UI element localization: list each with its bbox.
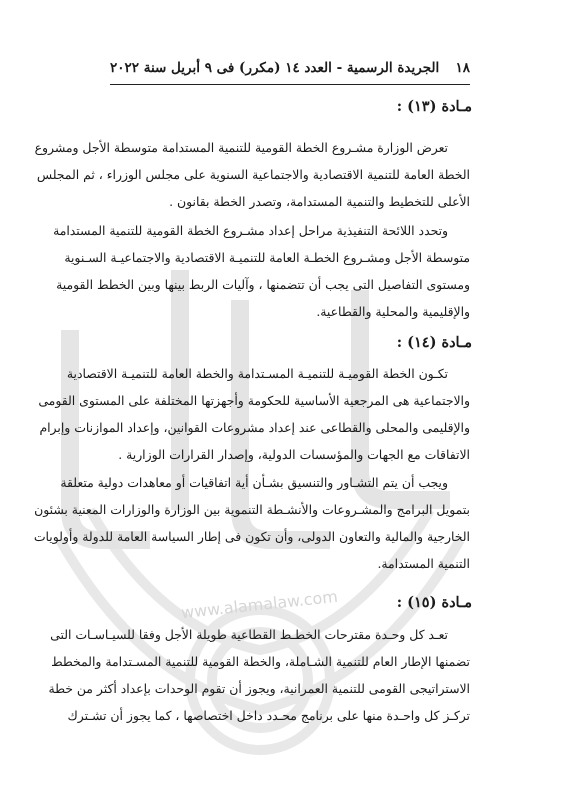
article-15-heading: مـادة (١٥) : <box>396 594 472 611</box>
text-line: متوسطة الأجل ومشـروع الخطـة العامة للتنميـة الاقتصادية والاجتماعيـة السـنوية <box>64 250 470 265</box>
text-line: الاتفاقات مع الجهات والمؤسسات الدولية، وإصدار القرارات الوزارية . <box>118 447 470 462</box>
text-line: الخارجية والمالية والتعاون الدولى، وأن تكون فى إطار السياسة العامة للدولة وأولويات <box>33 529 470 544</box>
article-13-heading: مـادة (١٣) : <box>396 98 472 115</box>
article-13-paragraph-2 <box>53 217 470 325</box>
text-line: والاجتماعية هى المرجعية الأساسية للحكومة وأجهزتها المختلفة على المستوى القومى <box>38 393 470 408</box>
text-line: التنمية المستدامة. <box>377 556 470 571</box>
text-line: الاستراتيجى القومى للتنمية العمرانية، ويجوز أن تقوم الوحدات بإعداد أكثر من خطة <box>48 681 470 696</box>
article-14-paragraph-1 <box>38 360 470 468</box>
text-line: الخطة العامة للتنمية الاقتصادية والاجتماعية السنوية على مجلس الوزراء ، ثم المجلس <box>36 167 470 182</box>
header-divider <box>110 84 470 85</box>
page-header <box>110 60 470 76</box>
text-line: تضمنها الإطار العام للتنمية الشـاملة، والخطة القومية للتنمية المسـتدامة والمخطط <box>51 654 470 669</box>
article-13-paragraph-1 <box>34 134 470 215</box>
text-line: ويجب أن يتم التشـاور والتنسيق بشـأن أية اتفاقيات أو معاهدات دولية متعلقة <box>60 475 448 490</box>
text-line: الأعلى للتخطيط والتنمية المستدامة، وتصدر الخطة بقانون . <box>169 194 470 209</box>
gazette-title: الجريدة الرسمية - العدد ١٤ (مكرر) فى ٩ أبريل سنة ٢٠٢٢ <box>110 60 440 76</box>
text-line: تركـز كل واحـدة منها على برنامج محـدد داخل اختصاصها ، كما يجوز أن تشـترك <box>67 708 470 723</box>
text-line: تعرض الوزارة مشـروع الخطة القومية للتنمية المستدامة متوسطة الأجل ومشروع <box>34 140 448 155</box>
text-line: تعـد كل وحـدة مقترحات الخطـط القطاعية طويلة الأجل وفقا للسيـاسـات التى <box>50 627 448 642</box>
page-number: ١٨ <box>455 60 470 76</box>
text-line: وتحدد اللائحة التنفيذية مراحل إعداد مشـروع الخطة القومية للتنمية المستدامة <box>53 223 448 238</box>
text-line: ومستوى التفاصيل التى يجب أن تتضمنها ، وآليات الربط بينها وبين الخطط القومية <box>56 277 470 292</box>
article-15-paragraph-1 <box>48 621 470 729</box>
article-14-paragraph-2 <box>33 469 470 577</box>
text-line: تكـون الخطة القوميـة للتنميـة المسـتدامة والخطة العامة للتنميـة الاقتصادية <box>66 366 448 381</box>
text-line: والإقليمى والمحلى والقطاعى عند إعداد مشروعات القوانين، وإعداد الموازنات وإبرام <box>39 420 470 435</box>
watermark-text: www.alamalaw.com <box>180 586 339 623</box>
article-14-heading: مـادة (١٤) : <box>396 334 472 351</box>
text-line: والإقليمية والمحلية والقطاعية. <box>316 304 470 319</box>
text-line: بتمويل البرامج والمشـروعات والأنشـطة التنموية بين الوزارة والوزارات المعنية بشئون <box>34 502 470 517</box>
